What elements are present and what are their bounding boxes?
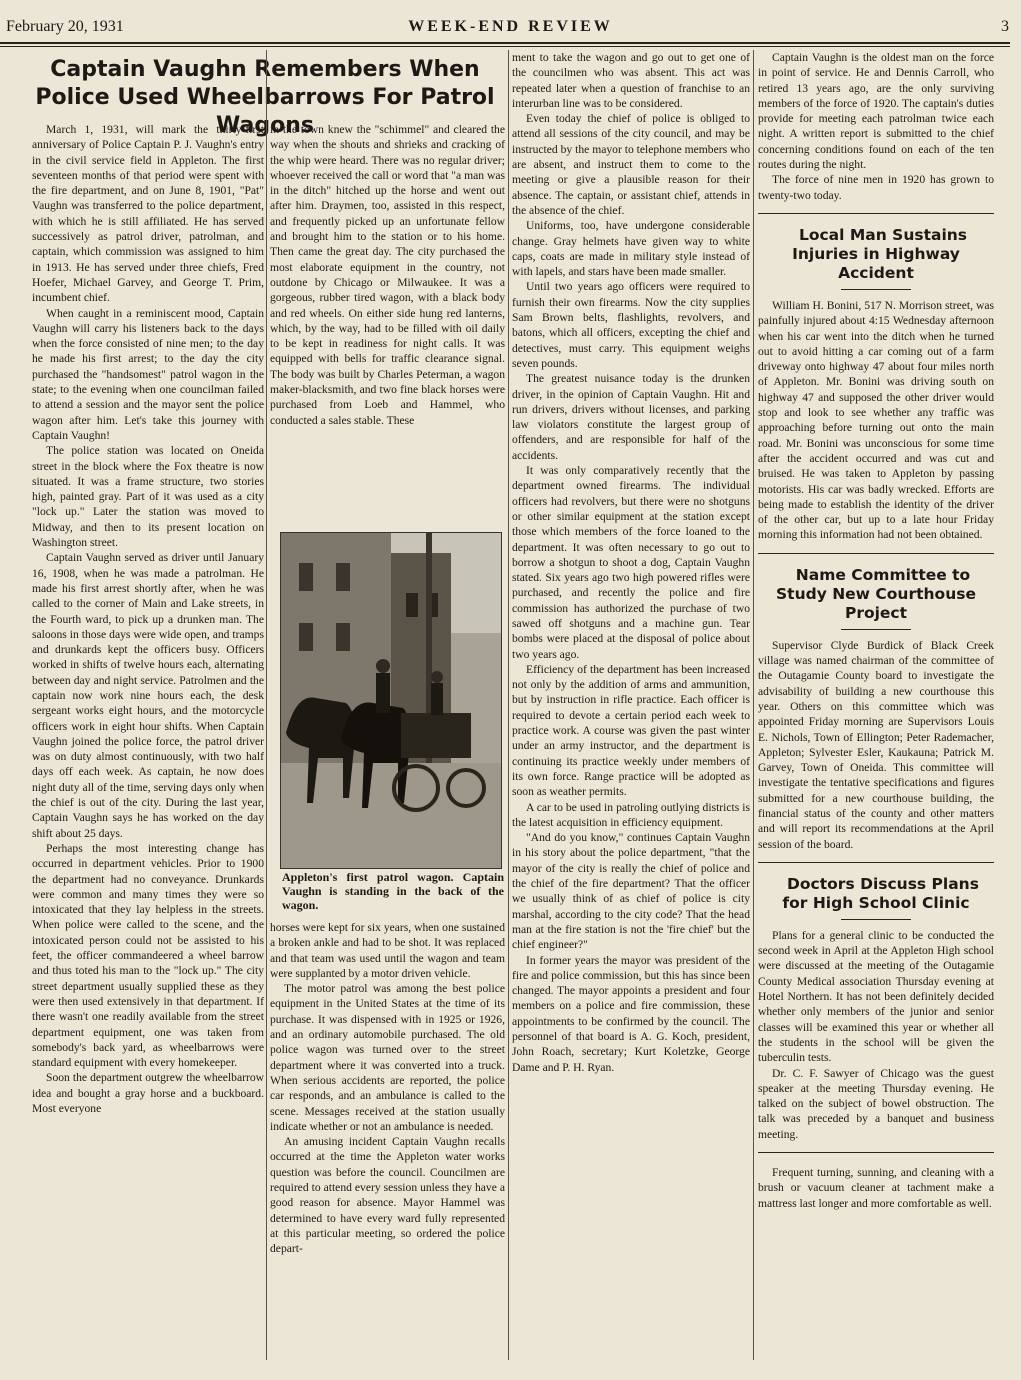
article-separator [758, 553, 994, 554]
article-column-2-continued [270, 920, 505, 1360]
column-divider [753, 50, 754, 1360]
paragraph: horses were kept for six years, when one sustained a broken ankle and had to be shot. It was replaced and that team was used until the wagon and team were supplanted by a motor driven vehicle. [270, 921, 505, 980]
paragraph: When caught in a reminiscent mood, Captain Vaughn will carry his listeners back to the days when the force consisted of nine men; to the day he made his first arrest; to the day the city purchased the "handsomest" patrol wagon in the state; to the evening when one councilman failed to attend a session and the mayor sent the police wagon after him. Let's take this journey with Captain Vaughn! [32, 306, 264, 442]
clinic-body-1: Plans for a general clinic to be conducted the second week in April at the Appleton High school were discussed at the meeting of the Outagamie County Medical association Thursday evening at Hotel Northern. It has not been definitely decided whether only members of the junior and senior classes will be examined this year or whether all the students in the school will be given the tuberculin tests. [758, 928, 994, 1065]
masthead: WEEK-END REVIEW [408, 18, 613, 35]
accident-headline: Local Man Sustains Injuries in Highway Accident [792, 225, 968, 282]
paragraph: March 1, 1931, will mark the thirty-first anniversary of Police Captain P. J. Vaughn's entry in the civil service field in Appleton. The first seventeen months of that period were spent with the fire department, and on June 8, 1901, "Pat" Vaughn was transferred to the police department, with which he is still affiliated. He has served successively as patrol driver, patrolman, and captain, which commission was assigned to him in 1913. He has served under three chiefs, Fred Hoefer, Michael Garvey, and George T. Prim, incumbent chief. [32, 123, 264, 305]
column-divider [508, 50, 509, 1360]
headline-rule [841, 289, 911, 290]
paragraph: "And do you know," continues Captain Vaughn in his story about the police department, "that the mayor of the city is really the chief of police and the chief of the fire department? That the officer we usually think of as chief of police is city marshal, according to the city code? That the head man at the fire station is not the 'fire chief' but the chief engineer?" [512, 831, 750, 952]
main-headline: Captain Vaughn Remembers When Police Used Wheelbarrows For Patrol Wagons [35, 57, 495, 138]
paragraph: A car to be used in patroling outlying districts is the latest acquisition in efficiency equipment. [512, 800, 750, 829]
paragraph: The force of nine men in 1920 has grown to twenty-two today. [758, 173, 994, 202]
paragraph: Efficiency of the department has been increased not only by the addition of arms and ammunition, but by instruction in rifle practice. Each officer is required to devote a certain period each week to practice work. A course was given the past winter under an army instructor, and the department is continuing its practice weekly under members of its own force. Range practice will be adopted as soon as weather permits. [512, 662, 750, 799]
article-separator [758, 1152, 994, 1153]
paragraph: The police station was located on Oneida street in the block where the Fox theatre is now situated. It was a frame structure, two stories high, painted gray. Part of it was used as a city "lock up." Later the station was moved to Midway, and then to its present location on Washington street. [32, 444, 264, 550]
paragraph: The motor patrol was among the best police equipment in the United States at the time of its purchase. It was dispensed with in 1925 or 1926, and an ordinary automobile purchased. The old police wagon was turned over to the street department where it was converted into a truck. When serious accidents are reported, the police car responds, and an ambulance is called to the scene. Messages received at the station usually indicate whether or not an ambulance is needed. [270, 982, 505, 1133]
courthouse-body: Supervisor Clyde Burdick of Black Creek village was named chairman of the committee of the Outagamie County board to investigate the advisability of building a new courthouse this year. Others on this committee which was appointed Friday morning are Supervisors Louis E. Nichols, Town of Ellington; Peter Rademacher, Appleton; Sylvester Esler, Kaukauna; Patrick M. Garvey, Town of Oneida. This committee will investigate the tentative specifications and figures submitted for a new courthouse building, the financial status of the county and other matters and will report its recommendations at the April session of the board. [758, 638, 994, 851]
header-rule [0, 42, 1010, 44]
clinic-headline: Doctors Discuss Plans for High School Clinic [782, 874, 979, 912]
article-column-3 [512, 50, 750, 1362]
paragraph: It was only comparatively recently that the department owned firearms. The individual officers had revolvers, but there were no shotguns or other similar equipment at the station except those which members of the force loaned to the department. It was often necessary to go out to borrow a shotgun to shoot a dog, Captain Vaughn stated. Six years ago two high powered rifles were purchased, and recently the police and fire commission has authorized the purchase of two sawed off shotguns and a machine gun. Tear bombs were placed at the disposal of police about two years ago. [512, 464, 750, 661]
patrol-wagon-photo [280, 532, 502, 869]
paragraph: An amusing incident Captain Vaughn recalls occurred at the time the Appleton water works question was before the council. Councilmen are required to attend every session unless they have a good reason for absence. Mayor Hammel was determined to have every ward fully represented at this particular meeting, so ordered the police depart- [270, 1135, 505, 1256]
headline-rule [841, 919, 911, 920]
paragraph: Perhaps the most interesting change has occurred in department vehicles. Prior to 1900 the department had no conveyance. Drunkards were common and many times they were so intoxicated that they lay helpless in the streets. When police were called to the scene, and the intoxicated person could not be assisted to his feet, the officer commandeered a wheel barrow and thus toted his man to the "lock up." The city street department usually supplied these as they were then used extensively in that department. If there wasn't one readily available from the street department equipment, one was taken from somebody's back yard, as wheelbarrows were standard equipment with every homekeeper. [32, 841, 264, 1070]
page-number: 3 [1001, 18, 1009, 35]
paragraph: Until two years ago officers were required to furnish their own firearms. Now the city supplies Sam Brown belts, flashlights, revolvers, and batons, which all officers, excepting the chief and detectives, must carry. This equipment weighs seven pounds. [512, 280, 750, 370]
header-rule-thin [0, 46, 1010, 47]
patrol-wagon-illustration [281, 533, 501, 868]
paragraph: In former years the mayor was president of the fire and police commission, but this has since been changed. The mayor appoints a president and four members on a police and fire commission, these appointments to be confirmed by the council. The personnel of that board is A. G. Koch, president, John Roach, secretary; Kurt Koletzke, George Dame and P. H. Ryan. [512, 953, 750, 1074]
headline-rule [841, 629, 911, 630]
paragraph: The greatest nuisance today is the drunken driver, in the opinion of Captain Vaughn. Hit and run drivers, drivers without licenses, and parking law violators constitute the largest group of offenders, and are responsible for half of the accidents. [512, 372, 750, 462]
column-divider [266, 50, 267, 1360]
issue-date: February 20, 1931 [6, 18, 124, 35]
article-column-1 [32, 122, 264, 1362]
paragraph: Captain Vaughn is the oldest man on the force in point of service. He and Dennis Carroll, who retired 13 years ago, are the only surviving members of the force of 1920. The captain's duties provide for meeting each patrolman twice each night. A written report is submitted to the chief concerning conditions found on each of the ten routes during the night. [758, 51, 994, 172]
accident-body: William H. Bonini, 517 N. Morrison street, was painfully injured about 4:15 Wednesday afternoon when his car went into the ditch when he turned out to avoid hitting a car coming out of a farm driveway onto highway 47 about four miles north of Appleton. Mr. Bonini was driving south on highway 47 and supposed the other driver would stop and look to see whether any traffic was approaching before turning out onto the main road. Mr. Bonini was unconscious for some time after the accident occurred and was cut and bruised. He was taken to Appleton by passing motorists. His car was badly wrecked. Efforts are being made to establish the identity of the driver of the other car, but up to a late hour Friday morning this information had not been obtained. [758, 298, 994, 542]
paragraph: in the town knew the "schimmel" and cleared the way when the shouts and shrieks and cracking of the whip were heard. There was no regular driver; whoever received the call or word that "a man was in the ditch" hitched up the horse and went out after him. Draymen, too, assisted in this respect, and frequently picked up an unfortunate fellow and brought him to the station or to his home. Then came the great day. The city purchased the most elaborate equipment in the country, not outdone by Chicago or Milwaukee. It was a gorgeous, rubber tired wagon, with a black body and red wheels. On either side hung red lanterns, which, by the way, had to be filled with oil daily to be kept in readiness for night calls. It was equipped with bells for traffic clearance signal. The body was built by Charles Peterman, a wagon maker-blacksmith, and two fine black horses were purchased from Loeb and Hammel, who conducted a sales stable. These [270, 123, 505, 427]
article-separator [758, 213, 994, 214]
paragraph: ment to take the wagon and go out to get one of the councilmen who was absent. This act was repeated later when a question of franchise to an interurban line was to be considered. [512, 51, 750, 110]
page-header [0, 14, 1021, 42]
clinic-body-2: Dr. C. F. Sawyer of Chicago was the guest speaker at the meeting Thursday evening. He talked on the subject of bowel obstruction. The talk was preceded by a banquet and business meeting. [758, 1066, 994, 1141]
filler-note: Frequent turning, sunning, and cleaning with a brush or vacuum cleaner at tachment make a mattress last longer and more comfortable as well. [758, 1166, 994, 1210]
article-separator [758, 862, 994, 863]
paragraph: Even today the chief of police is obliged to attend all sessions of the city council, and may be instructed by the mayor to telephone members who are absent, and instruct them to come to the meeting or give a plausible reason for their absence. The captain, or assistant chief, attends in the absence of the chief. [512, 112, 750, 217]
article-column-2 [270, 122, 505, 507]
paragraph: Uniforms, too, have undergone considerable change. Gray helmets have given way to white caps, coats are made in military style instead of with lapels, and stars have been made smaller. [512, 219, 750, 279]
paragraph: Captain Vaughn served as driver until January 16, 1908, when he was made a patrolman. He made his first arrest shortly after, when he was called to the corner of Main and Lake streets, in the Fourth ward, to pick up a drunken man. The saloons in those days were wide open, and tramps and drunkards kept the officers busy. Officers worked in shifts of twelve hours each, alternating between day and night service. Patrolmen and the captain now work nine hours each, the desk sergeant works eight hours, and the motorcycle officers work in eight hour shifts. When Captain Vaughn joined the police force, the patrol driver was on duty almost continuously, with two half days off each week. As captain, he now does night duty all of the time, serving days only when the chief is out of the city. During the last year, Captain Vaughn says he has worked on the day shift about 25 days. [32, 551, 264, 840]
courthouse-headline: Name Committee to Study New Courthouse Project [776, 565, 976, 622]
news-column-4 [758, 50, 994, 1362]
paragraph: Soon the department outgrew the wheelbarrow idea and bought a gray horse and a buckboard. Most everyone [32, 1071, 264, 1115]
photo-caption: Appleton's first patrol wagon. Captain Vaughn is standing in the back of the wagon. [282, 870, 504, 912]
